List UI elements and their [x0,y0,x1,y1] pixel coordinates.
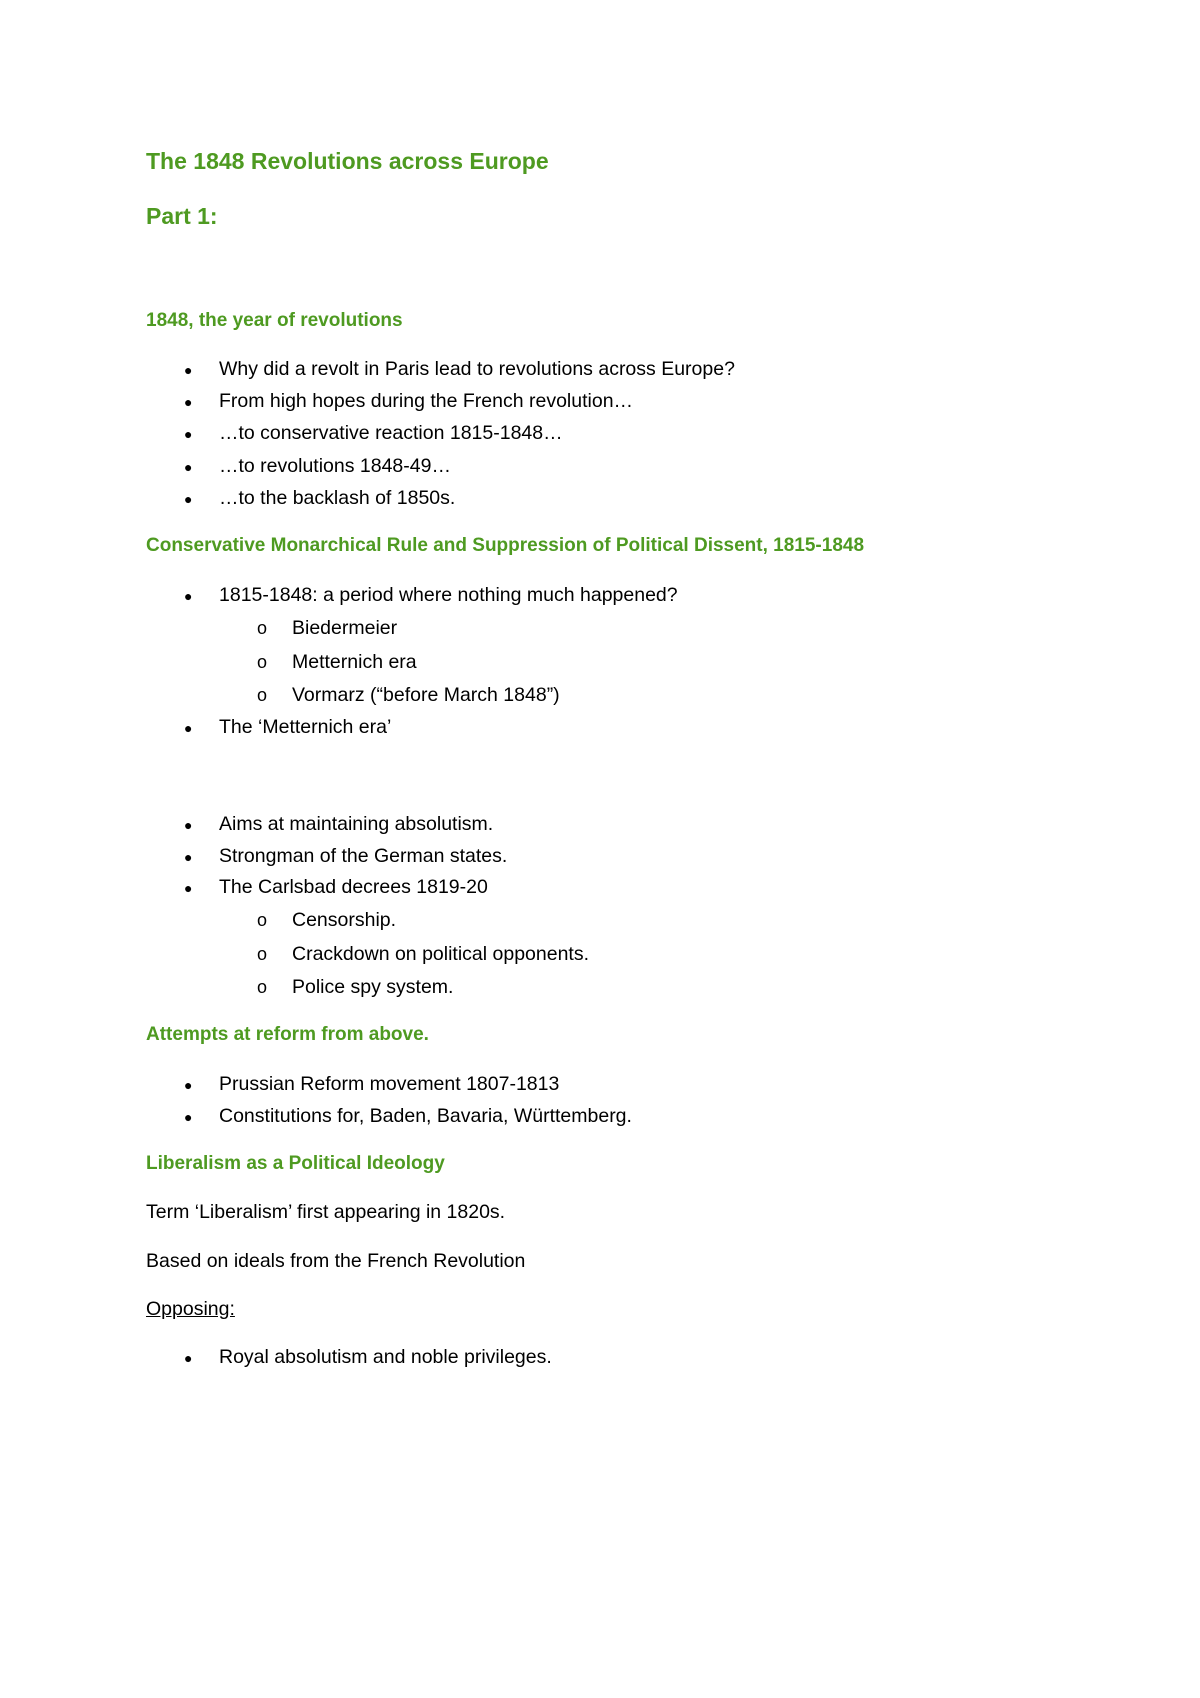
bullet-icon: ● [184,1350,193,1366]
bullet-icon: ● [184,1077,193,1093]
sub-bullet-icon: o [257,944,268,964]
bullet-icon: ● [184,588,193,604]
list-item: From high hopes during the French revolution… [219,390,634,412]
document-title: The 1848 Revolutions across Europe [146,148,549,174]
bullet-icon: ● [184,880,193,896]
section-heading-conservative-rule: Conservative Monarchical Rule and Suppression of Political Dissent, 1815-1848 [146,535,865,556]
list-item: …to the backlash of 1850s. [219,487,456,509]
section-heading-year-of-revolutions: 1848, the year of revolutions [146,310,403,331]
paragraph-liberalism-basis: Based on ideals from the French Revolution [146,1250,526,1272]
sub-bullet-icon: o [257,910,268,930]
sub-bullet-icon: o [257,652,268,672]
bullet-icon: ● [184,394,193,410]
sub-bullet-icon: o [257,618,268,638]
list-item: The Carlsbad decrees 1819-20 [219,876,488,898]
bullet-icon: ● [184,491,193,507]
paragraph-liberalism-term: Term ‘Liberalism’ first appearing in 1820s. [146,1201,506,1223]
section-heading-liberalism: Liberalism as a Political Ideology [146,1153,445,1174]
list-item: …to revolutions 1848-49… [219,455,451,477]
list-item: …to conservative reaction 1815-1848… [219,422,563,444]
bullet-icon: ● [184,1109,193,1125]
sub-bullet-icon: o [257,977,268,997]
sub-list-item: Metternich era [292,651,417,673]
sub-list-item: Biedermeier [292,617,398,639]
part-label: Part 1: [146,203,218,229]
sub-list-item: Vormarz (“before March 1848”) [292,684,560,706]
list-item: Aims at maintaining absolutism. [219,813,494,835]
bullet-icon: ● [184,720,193,736]
sub-list-item: Crackdown on political opponents. [292,943,590,965]
list-item: Why did a revolt in Paris lead to revolutions across Europe? [219,358,735,380]
list-item: Royal absolutism and noble privileges. [219,1346,552,1368]
sub-bullet-icon: o [257,685,268,705]
sub-list-item: Police spy system. [292,976,454,998]
sub-list-item: Censorship. [292,909,397,931]
opposing-label: Opposing: [146,1298,235,1320]
bullet-icon: ● [184,817,193,833]
bullet-icon: ● [184,362,193,378]
bullet-icon: ● [184,459,193,475]
list-item: The ‘Metternich era’ [219,716,392,738]
bullet-icon: ● [184,426,193,442]
section-heading-reform-from-above: Attempts at reform from above. [146,1024,429,1045]
list-item: Prussian Reform movement 1807-1813 [219,1073,560,1095]
list-item: Constitutions for, Baden, Bavaria, Württemberg. [219,1105,632,1127]
bullet-icon: ● [184,849,193,865]
list-item: 1815-1848: a period where nothing much happened? [219,584,678,606]
list-item: Strongman of the German states. [219,845,508,867]
